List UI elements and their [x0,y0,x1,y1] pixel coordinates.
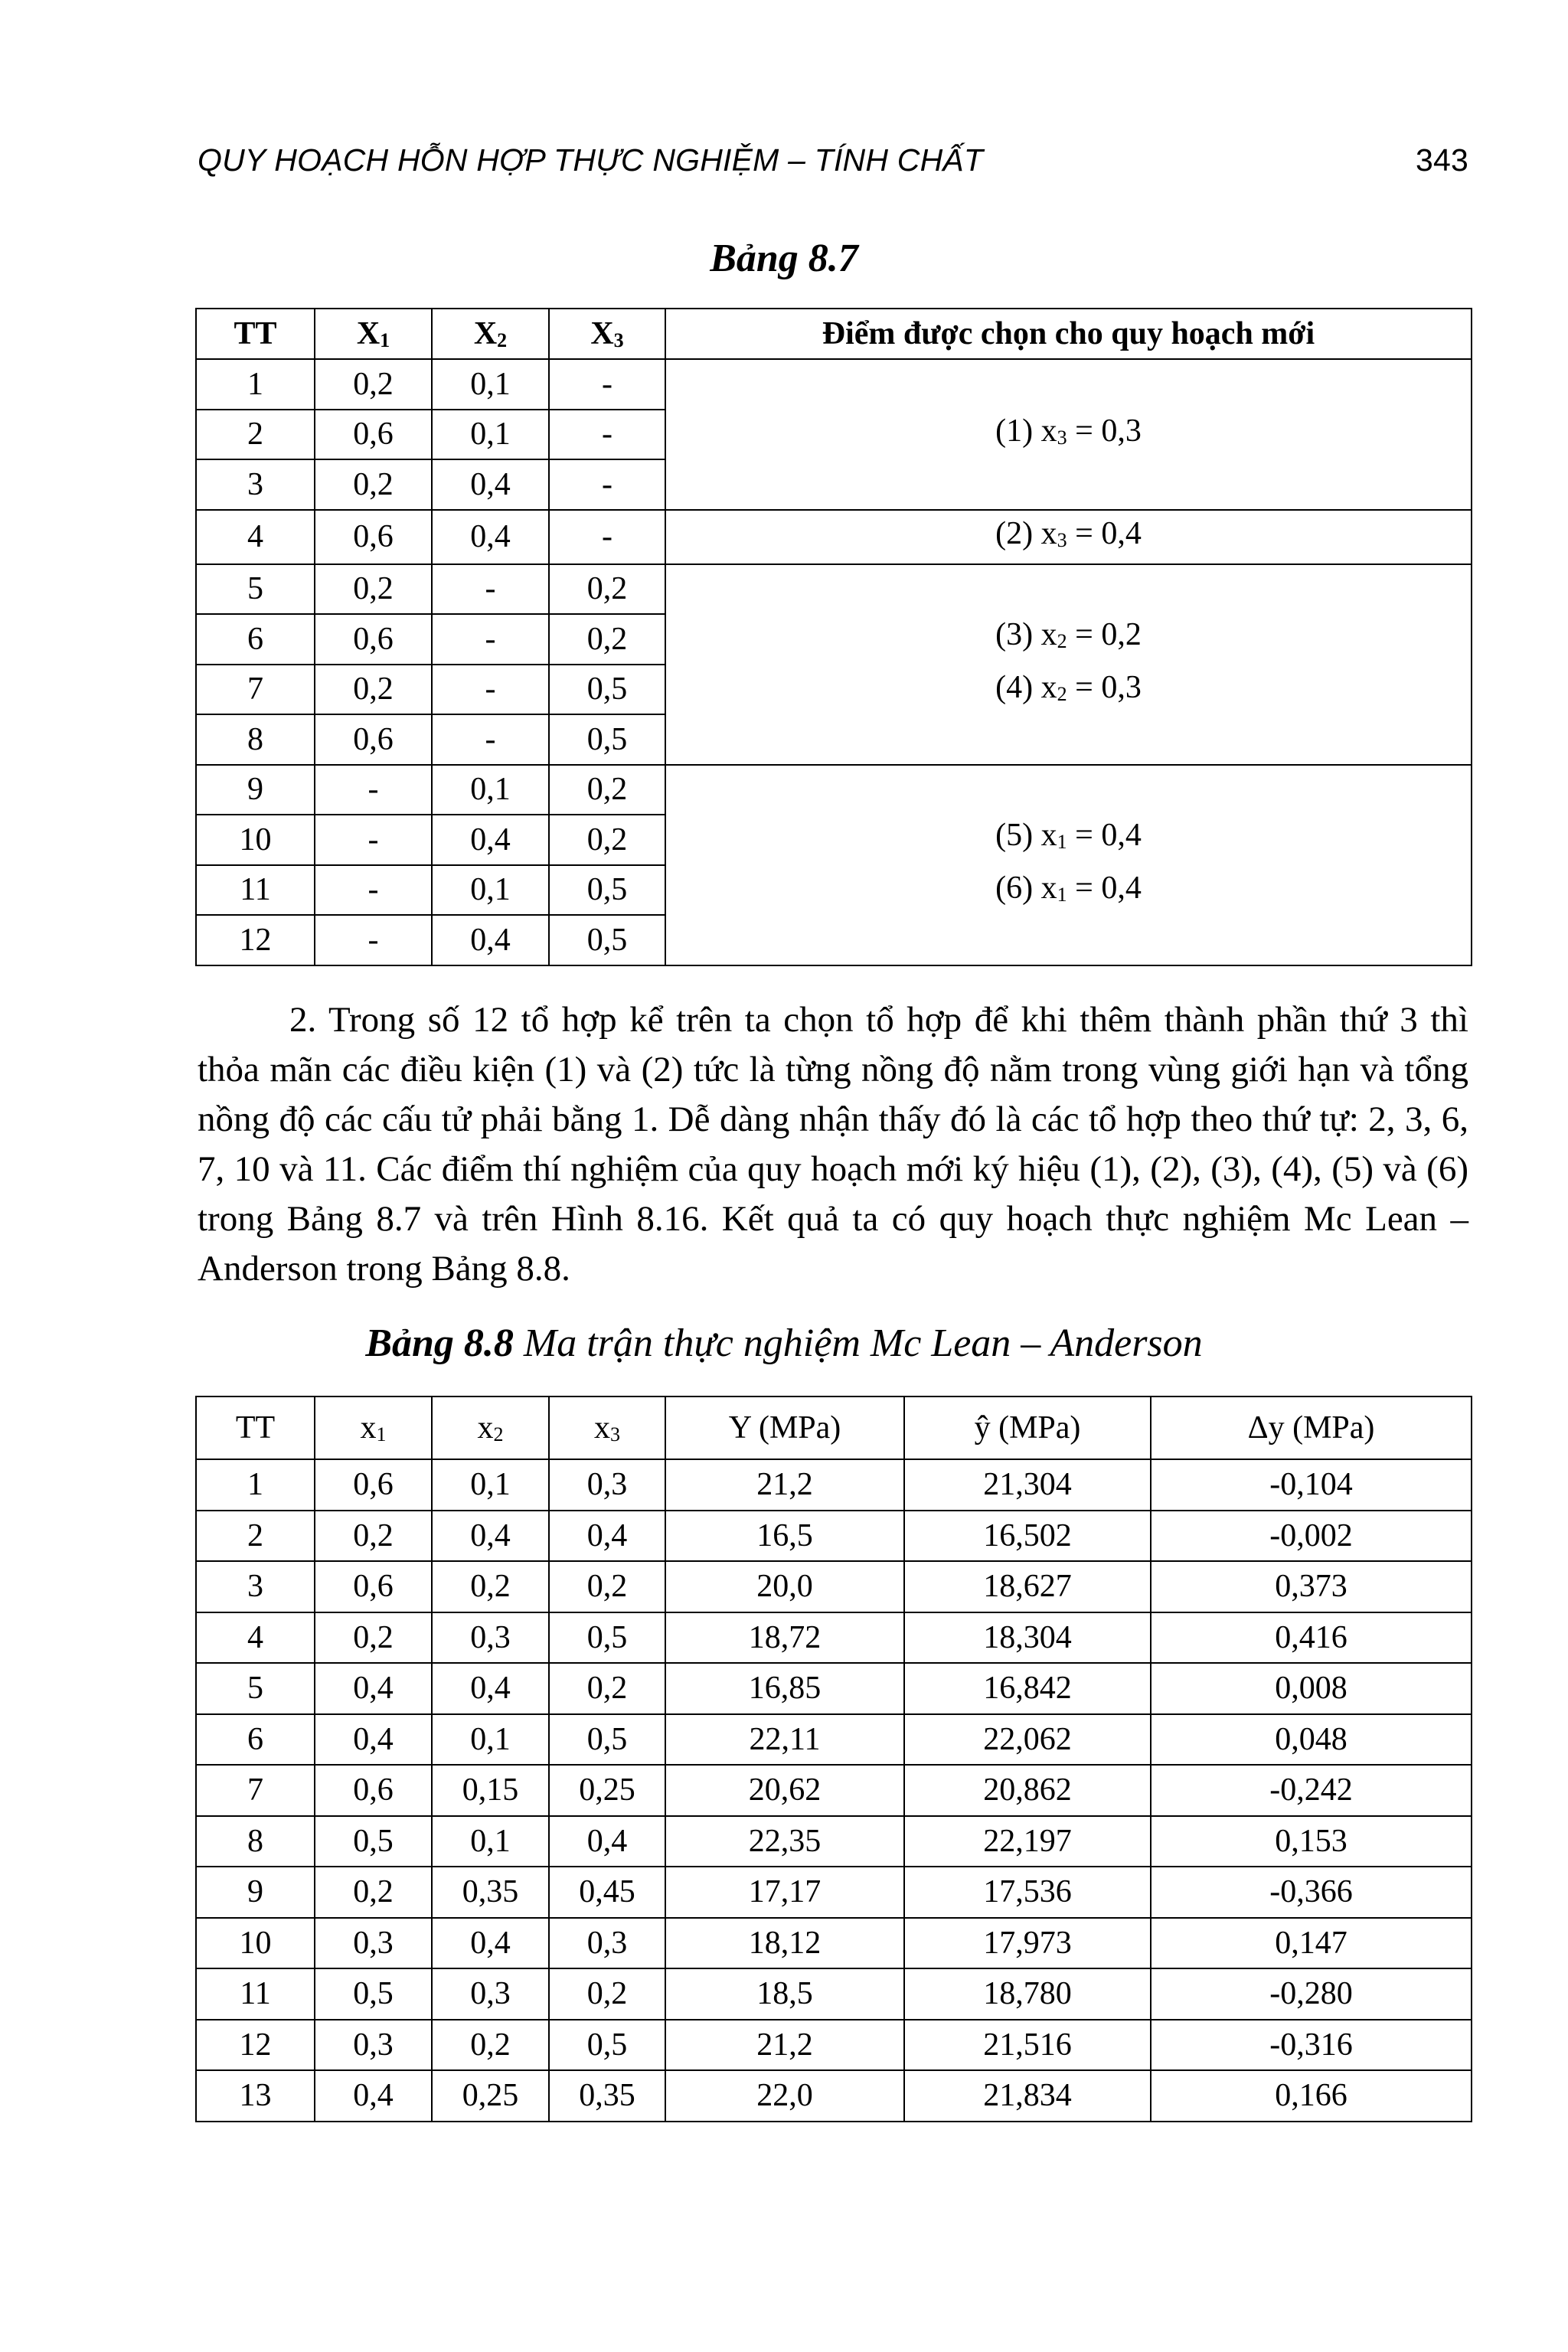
cell-tt: 13 [196,2070,315,2122]
header-x1-sub: 1 [380,329,390,351]
header-x2-sub: 2 [493,1423,504,1446]
cell-x2: - [432,564,549,615]
cell-x1: 0,5 [315,1816,432,1867]
cell-y: 22,11 [665,1714,904,1766]
table-row [196,1511,1472,1562]
cell-x1: 0,6 [315,714,432,765]
page-number: 343 [1415,142,1468,178]
cell-x2: 0,2 [432,2020,549,2071]
plan-point-sub: 2 [1057,682,1067,705]
cell-x1: - [315,915,432,965]
table-header-row [196,1396,1472,1459]
cell-x3: - [549,510,665,564]
header-y: Y (MPa) [665,1396,904,1459]
cell-delta-y: -0,104 [1151,1459,1472,1511]
cell-delta-y: 0,166 [1151,2070,1472,2122]
header-x2-sub: 2 [497,329,508,351]
table-row [196,1867,1472,1918]
plan-point-label: (1) x [995,413,1057,449]
cell-x1: 0,4 [315,1663,432,1714]
cell-y: 18,12 [665,1918,904,1969]
header-x1 [315,1396,432,1459]
cell-x1: 0,6 [315,1765,432,1816]
cell-tt: 8 [196,1816,315,1867]
cell-x3: 0,2 [549,815,665,865]
cell-y-hat: 16,502 [904,1511,1151,1562]
plan-point-label: (4) x [995,669,1057,705]
cell-tt: 12 [196,915,315,965]
cell-tt: 2 [196,410,315,460]
cell-delta-y: -0,316 [1151,2020,1472,2071]
cell-x2: 0,35 [432,1867,549,1918]
table-8-8-caption-label: Bảng 8.8 [365,1321,514,1365]
header-x1-label: X [356,316,381,351]
cell-x3: 0,4 [549,1816,665,1867]
table-8-7-caption [0,236,1568,281]
cell-x1: 0,3 [315,1918,432,1969]
cell-tt: 2 [196,1511,315,1562]
cell-x2: 0,1 [432,765,549,815]
cell-x1: 0,2 [315,459,432,510]
cell-x3: 0,2 [549,1663,665,1714]
cell-tt: 3 [196,1561,315,1612]
cell-x1: 0,2 [315,564,432,615]
cell-x2: 0,3 [432,1968,549,2020]
header-x3-label: x [594,1410,610,1446]
cell-y: 16,85 [665,1663,904,1714]
cell-x3: 0,35 [549,2070,665,2122]
cell-x2: 0,4 [432,1663,549,1714]
cell-x3: 0,2 [549,1561,665,1612]
cell-delta-y: -0,280 [1151,1968,1472,2020]
cell-x3: 0,45 [549,1867,665,1918]
cell-x3: - [549,459,665,510]
plan-point [666,511,1471,564]
header-delta-y: Δy (MPa) [1151,1396,1472,1459]
table-row [196,1459,1472,1511]
plan-point [666,865,1471,918]
plan-point-value: = 0,2 [1067,616,1142,652]
plan-point-value: = 0,4 [1067,515,1142,551]
header-y-hat: ŷ (MPa) [904,1396,1151,1459]
table-row [196,2020,1472,2071]
table-row [196,1765,1472,1816]
cell-x2: 0,4 [432,1511,549,1562]
cell-x1: - [315,865,432,916]
cell-x3: 0,2 [549,1968,665,2020]
plan-point-value: = 0,4 [1067,817,1142,853]
cell-tt: 11 [196,1968,315,2020]
cell-x1: 0,6 [315,510,432,564]
cell-x3: 0,5 [549,915,665,965]
cell-x2: 0,4 [432,510,549,564]
cell-x3: 0,2 [549,765,665,815]
cell-x2: - [432,714,549,765]
body-paragraph [198,995,1468,1294]
cell-delta-y: 0,048 [1151,1714,1472,1766]
plan-point-cell [665,564,1472,765]
cell-x3: 0,2 [549,614,665,665]
plan-point-value: = 0,3 [1067,669,1142,705]
cell-x3: 0,2 [549,564,665,615]
plan-point-cell [665,359,1472,510]
cell-tt: 9 [196,765,315,815]
table-row [196,2070,1472,2122]
header-plan-points: Điểm được chọn cho quy hoạch mới [665,309,1472,359]
header-x1-sub: 1 [376,1423,387,1446]
cell-tt: 1 [196,359,315,410]
cell-x1: - [315,765,432,815]
cell-x3: 0,5 [549,865,665,916]
header-x3-sub: 3 [610,1423,620,1446]
table-8-8-body [196,1459,1472,2122]
cell-y: 20,0 [665,1561,904,1612]
cell-x3: - [549,410,665,460]
cell-x2: - [432,614,549,665]
cell-y-hat: 17,973 [904,1918,1151,1969]
table-row [196,1561,1472,1612]
cell-delta-y: -0,366 [1151,1867,1472,1918]
cell-y-hat: 22,197 [904,1816,1151,1867]
plan-point-sub: 1 [1057,830,1067,853]
cell-tt: 7 [196,665,315,715]
cell-x2: 0,15 [432,1765,549,1816]
cell-x3: - [549,359,665,410]
plan-point-value: = 0,4 [1067,870,1142,906]
cell-x1: 0,4 [315,2070,432,2122]
cell-y-hat: 17,536 [904,1867,1151,1918]
cell-x1: 0,6 [315,614,432,665]
cell-x1: 0,4 [315,1714,432,1766]
table-row [196,765,1472,815]
cell-y-hat: 18,627 [904,1561,1151,1612]
header-x2-label: X [473,316,498,351]
table-header-row [196,309,1472,359]
cell-x3: 0,5 [549,714,665,765]
cell-tt: 4 [196,1612,315,1664]
header-x3-label: X [590,316,614,351]
cell-x1: 0,2 [315,359,432,410]
plan-point-label: (2) x [995,515,1057,551]
cell-tt: 7 [196,1765,315,1816]
cell-tt: 5 [196,564,315,615]
plan-point-sub: 3 [1057,426,1067,449]
cell-x1: 0,6 [315,410,432,460]
cell-x2: 0,2 [432,1561,549,1612]
cell-x3: 0,4 [549,1511,665,1562]
cell-x2: 0,1 [432,359,549,410]
cell-y: 17,17 [665,1867,904,1918]
header-x2 [432,309,549,359]
header-x3 [549,309,665,359]
cell-y-hat: 20,862 [904,1765,1151,1816]
table-8-7-caption-label: Bảng 8.7 [710,237,858,280]
cell-y-hat: 21,834 [904,2070,1151,2122]
paragraph-text: 2. Trong số 12 tổ hợp kể trên ta chọn tổ hợp để khi thêm thành phần thứ 3 thì thỏa mãn các điều kiện (1) và (2) tức là từng nồng độ nằm trong vùng giới hạn và tổng nồng độ các cấu tử phải bằng 1. Dễ dàng nhận thấy đó là các tổ hợp theo thứ tự: 2, 3, 6, 7, 10 và 11. Các điểm thí nghiệm của quy hoạch mới ký hiệu (1), (2), (3), (4), (5) và (6) trong Bảng 8.7 và trên Hình 8.16. Kết quả ta có quy hoạch thực nghiệm Mc Lean – Anderson trong Bảng 8.8. [198,1000,1468,1289]
header-x2-label: x [477,1410,494,1446]
header-x1 [315,309,432,359]
cell-x3: 0,5 [549,2020,665,2071]
cell-x1: 0,2 [315,1612,432,1664]
cell-delta-y: 0,373 [1151,1561,1472,1612]
cell-y-hat: 21,516 [904,2020,1151,2071]
plan-point-label: (6) x [995,870,1057,906]
header-x3 [549,1396,665,1459]
plan-point-label: (3) x [995,616,1057,652]
cell-tt: 10 [196,1918,315,1969]
header-x1-label: x [360,1410,377,1446]
table-row [196,1663,1472,1714]
cell-y: 20,62 [665,1765,904,1816]
cell-x2: - [432,665,549,715]
plan-point-sub: 2 [1057,629,1067,652]
cell-x1: 0,6 [315,1561,432,1612]
cell-x2: 0,4 [432,915,549,965]
cell-delta-y: -0,242 [1151,1765,1472,1816]
cell-x3: 0,3 [549,1918,665,1969]
cell-x1: - [315,815,432,865]
cell-x2: 0,25 [432,2070,549,2122]
cell-x3: 0,3 [549,1459,665,1511]
table-row [196,564,1472,615]
cell-y: 18,5 [665,1968,904,2020]
cell-x3: 0,25 [549,1765,665,1816]
cell-x3: 0,5 [549,1714,665,1766]
cell-x2: 0,4 [432,1918,549,1969]
plan-point-sub: 1 [1057,883,1067,906]
cell-y-hat: 16,842 [904,1663,1151,1714]
header-x3-sub: 3 [613,329,624,351]
plan-point [666,408,1471,461]
cell-y-hat: 18,780 [904,1968,1151,2020]
plan-point [666,665,1471,717]
cell-tt: 8 [196,714,315,765]
plan-point-value: = 0,3 [1067,413,1142,449]
plan-point-label: (5) x [995,817,1057,853]
cell-x2: 0,4 [432,815,549,865]
cell-x1: 0,2 [315,1511,432,1562]
cell-y: 21,2 [665,1459,904,1511]
cell-x2: 0,1 [432,865,549,916]
cell-x2: 0,1 [432,410,549,460]
table-8-8 [195,1396,1472,2122]
table-row [196,1714,1472,1766]
cell-tt: 11 [196,865,315,916]
cell-x1: 0,5 [315,1968,432,2020]
cell-y: 18,72 [665,1612,904,1664]
table-row [196,1968,1472,2020]
cell-x3: 0,5 [549,1612,665,1664]
cell-delta-y: -0,002 [1151,1511,1472,1562]
running-header [198,142,1468,188]
cell-y: 16,5 [665,1511,904,1562]
cell-tt: 3 [196,459,315,510]
cell-x3: 0,5 [549,665,665,715]
cell-x2: 0,1 [432,1816,549,1867]
cell-tt: 1 [196,1459,315,1511]
cell-y: 22,35 [665,1816,904,1867]
plan-point-sub: 3 [1057,528,1067,551]
table-row [196,1816,1472,1867]
table-row [196,510,1472,564]
plan-point-cell [665,510,1472,564]
cell-x1: 0,3 [315,2020,432,2071]
cell-tt: 6 [196,1714,315,1766]
cell-x2: 0,1 [432,1714,549,1766]
table-8-8-caption-text: Ma trận thực nghiệm Mc Lean – Anderson [513,1321,1203,1365]
cell-x1: 0,2 [315,1867,432,1918]
table-8-7 [195,308,1472,966]
plan-point [666,812,1471,865]
header-x2 [432,1396,549,1459]
cell-y-hat: 18,304 [904,1612,1151,1664]
cell-tt: 5 [196,1663,315,1714]
cell-y: 22,0 [665,2070,904,2122]
cell-delta-y: 0,416 [1151,1612,1472,1664]
plan-point-cell [665,765,1472,965]
cell-x1: 0,2 [315,665,432,715]
cell-tt: 6 [196,614,315,665]
cell-y-hat: 22,062 [904,1714,1151,1766]
cell-delta-y: 0,008 [1151,1663,1472,1714]
plan-point [666,612,1471,665]
cell-y: 21,2 [665,2020,904,2071]
cell-delta-y: 0,147 [1151,1918,1472,1969]
header-tt: TT [196,1396,315,1459]
running-title: QUY HOẠCH HỖN HỢP THỰC NGHIỆM – TÍNH CHẤT [198,142,984,178]
cell-tt: 9 [196,1867,315,1918]
cell-tt: 12 [196,2020,315,2071]
table-8-8-caption [0,1321,1568,1366]
table-row [196,359,1472,410]
cell-y-hat: 21,304 [904,1459,1151,1511]
cell-tt: 10 [196,815,315,865]
cell-x2: 0,1 [432,1459,549,1511]
cell-tt: 4 [196,510,315,564]
cell-x1: 0,6 [315,1459,432,1511]
cell-x2: 0,3 [432,1612,549,1664]
header-tt: TT [196,309,315,359]
table-row [196,1612,1472,1664]
cell-x2: 0,4 [432,459,549,510]
table-row [196,1918,1472,1969]
cell-delta-y: 0,153 [1151,1816,1472,1867]
